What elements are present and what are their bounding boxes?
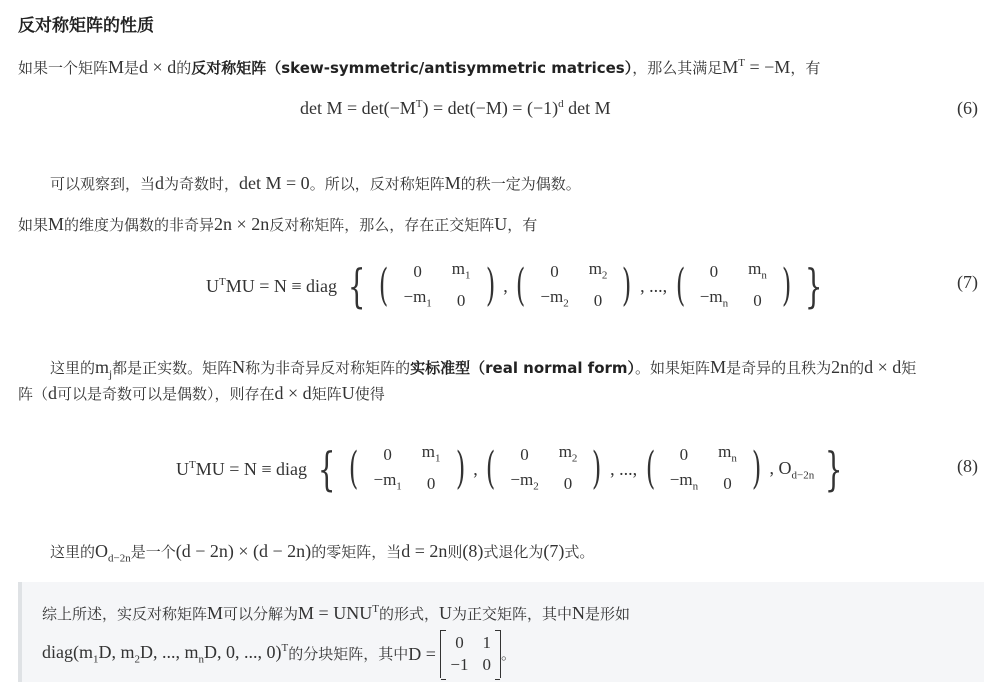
term-real-normal-form: 实标准型（real normal form）	[410, 359, 636, 377]
equation-6: $\det M = \det(-M^T) = \det(-M) = (-1)^d$ det M	[300, 98, 611, 118]
section-heading: 反对称矩阵的性质	[18, 16, 154, 36]
equation-8: $U^TMU = N$ ≡ diag { ( 0 $m_1$ $-m_1$ 0 ) , ( 0 $m_2$ $-m_2$ 0 ) , ..., ( 0 $m_n$ $-m_n$ 0 ) , $O_{d-2n}$ }	[176, 442, 843, 497]
paragraph-definition: 如果一个矩阵M是d × d的反对称矩阵（skew-symmetric/antisymmetric matrices），那么其满足$M^T = -M$，有	[18, 57, 821, 77]
paragraph-real-normal-form-line2: 阵（d可以是奇数可以是偶数），则存在d × d矩阵U使得	[18, 383, 385, 403]
matrix-D: 0 1 −1 0	[440, 630, 501, 678]
equation-number-6: (6)	[957, 98, 978, 118]
paragraph-zero-matrix: 这里的$O_{d-2n}$是一个(d − 2n) × (d − 2n)的零矩阵，当d = 2n则(8)式退化为(7)式。	[50, 541, 595, 565]
paragraph-observation: 可以观察到，当d为奇数时，det M = 0。所以，反对称矩阵M的秩一定为偶数。	[50, 173, 581, 193]
summary-blockquote	[18, 582, 984, 682]
summary-line1: 综上所述，实反对称矩阵M可以分解为$M = UNU^T$的形式，U为正交矩阵，其中N是形如	[42, 603, 630, 623]
equation-number-8: (8)	[957, 456, 978, 476]
summary-line2: $diag(m_1D$, $m_2D$, ..., $m_nD$, 0, ..., 0)$^T$的分块矩阵，其中D = 0 1 −1 0 。	[42, 624, 516, 684]
paragraph-real-normal-form-line1: 这里的$m_j$都是正实数。矩阵N称为非奇异反对称矩阵的实标准型（real normal form）。如果矩阵M是奇异的且秩为2n的d × d矩	[50, 357, 917, 381]
term-skew-symmetric: 反对称矩阵（skew-symmetric/antisymmetric matrices）	[191, 59, 633, 77]
paragraph-even-dimension: 如果M的维度为偶数的非奇异2n × 2n反对称矩阵，那么，存在正交矩阵U，有	[18, 214, 538, 234]
equation-number-7: (7)	[957, 272, 978, 292]
equation-7: $U^TMU = N$ ≡ diag { ( 0 $m_1$ $-m_1$ 0 ) , ( 0 $m_2$ $-m_2$ 0 ) , ..., ( 0 $m_n$ $-m_n$ 0 ) }	[206, 259, 823, 314]
